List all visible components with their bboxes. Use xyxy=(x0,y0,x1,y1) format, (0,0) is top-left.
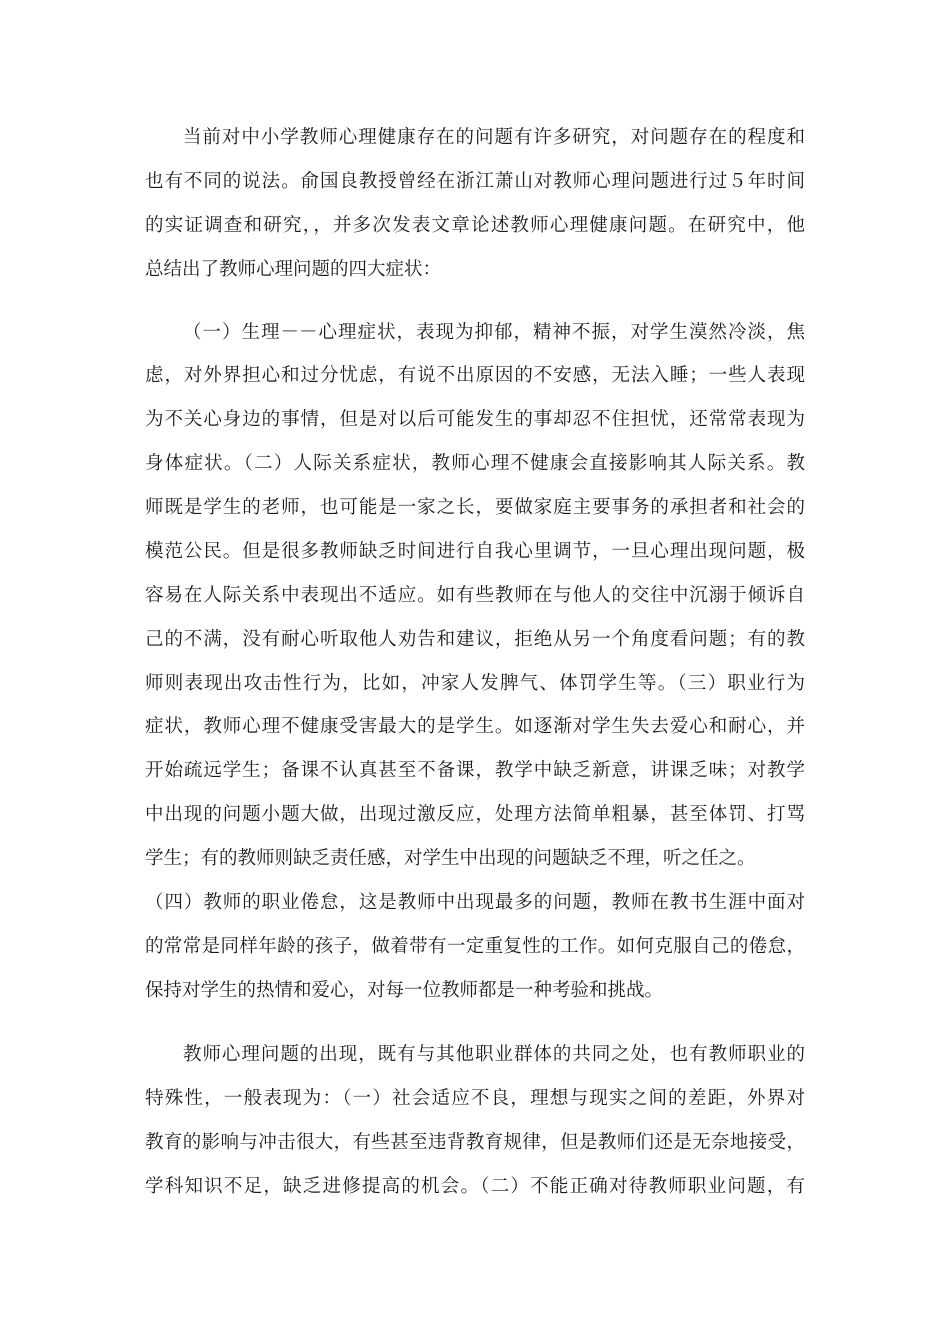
text-line: 教师心理问题的出现，既有与其他职业群体的共同之处，也有教师职业的 xyxy=(183,1044,805,1065)
text-line: 虑，对外界担心和过分忧虑，有说不出原因的不安感，无法入睡；一些人表现 xyxy=(145,365,805,386)
text-line: 师既是学生的老师，也可能是一家之长，要做家庭主要事务的承担者和社会的 xyxy=(145,497,805,518)
text-line: 模范公民。但是很多教师缺乏时间进行自我心里调节，一旦心理出现问题，极 xyxy=(145,541,805,562)
text-line: 开始疏远学生；备课不认真甚至不备课，教学中缺乏新意，讲课乏味；对教学 xyxy=(145,760,805,781)
text-line: 的常常是同样年龄的孩子，做着带有一定重复性的工作。如何克服自己的倦怠， xyxy=(145,936,805,957)
text-line: （四）教师的职业倦怠，这是教师中出现最多的问题，教师在教书生涯中面对 xyxy=(145,892,805,913)
text-line: 学生；有的教师则缺乏责任感，对学生中出现的问题缺乏不理，听之任之。 xyxy=(145,848,756,869)
text-line: 为不关心身边的事情，但是对以后可能发生的事却忍不住担忧，还常常表现为 xyxy=(145,409,805,430)
text-line: 总结出了教师心理问题的四大症状： xyxy=(145,259,442,280)
text-line: 也有不同的说法。俞国良教授曾经在浙江萧山对教师心理问题进行过５年时间 xyxy=(145,171,805,192)
text-line: 己的不满，没有耐心听取他人劝告和建议，拒绝从另一个角度看问题；有的教 xyxy=(145,629,805,650)
text-line: 症状，教师心理不健康受害最大的是学生。如逐渐对学生失去爱心和耐心，并 xyxy=(145,716,805,737)
text-line: 身体症状。（二）人际关系症状，教师心理不健康会直接影响其人际关系。教 xyxy=(145,453,805,474)
text-line: 中出现的问题小题大做，出现过激反应，处理方法简单粗暴，甚至体罚、打骂 xyxy=(145,804,805,825)
text-line: （一）生理－－心理症状，表现为抑郁，精神不振，对学生漠然冷淡，焦 xyxy=(183,322,805,343)
text-line: 容易在人际关系中表现出不适应。如有些教师在与他人的交往中沉溺于倾诉自 xyxy=(145,585,805,606)
text-line: 的实证调查和研究，，并多次发表文章论述教师心理健康问题。在研究中，他 xyxy=(145,215,805,236)
text-line: 特殊性，一般表现为：（一）社会适应不良，理想与现实之间的差距，外界对 xyxy=(145,1088,805,1109)
text-line: 学科知识不足，缺乏进修提高的机会。（二）不能正确对待教师职业问题，有 xyxy=(145,1176,805,1197)
text-line: 教育的影响与冲击很大，有些甚至违背教育规律，但是教师们还是无奈地接受， xyxy=(145,1132,805,1153)
text-line: 保持对学生的热情和爱心，对每一位教师都是一种考验和挑战。 xyxy=(145,980,664,1001)
text-line: 师则表现出攻击性行为，比如，冲家人发脾气、体罚学生等。（三）职业行为 xyxy=(145,673,805,694)
text-line: 当前对中小学教师心理健康存在的问题有许多研究，对问题存在的程度和 xyxy=(183,127,805,148)
